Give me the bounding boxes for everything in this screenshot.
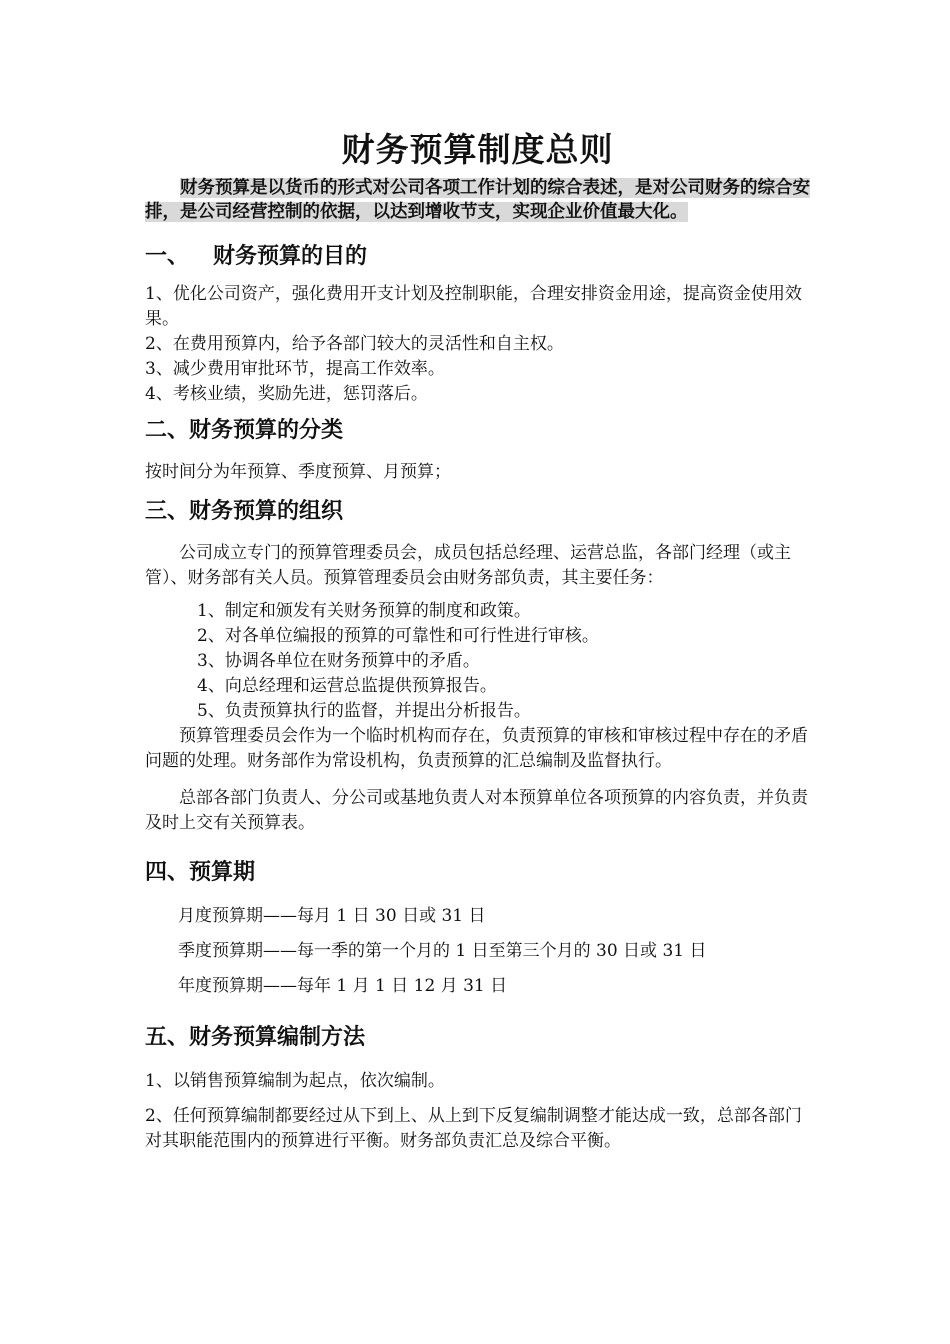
section-1-item-2: 2、在费用预算内，给予各部门较大的灵活性和自主权。 [145, 334, 564, 354]
section-3-task-2: 2、对各单位编报的预算的可靠性和可行性进行审核。 [197, 626, 599, 646]
section-3-paragraph-1: 预算管理委员会作为一个临时机构而存在，负责预算的审核和审核过程中存在的矛盾问题的处理。财务部作为常设机构，负责预算的汇总编制及监督执行。 [145, 726, 808, 771]
section-3-intro: 公司成立专门的预算管理委员会，成员包括总经理、运营总监，各部门经理（或主管）、财务部有关人员。预算管理委员会由财务部负责，其主要任务： [145, 543, 791, 588]
section-3-heading: 三、财务预算的组织 [145, 499, 344, 524]
intro-paragraph [145, 176, 810, 224]
document-body [145, 128, 810, 1154]
section-1-item-1: 1、优化公司资产，强化费用开支计划及控制职能，合理安排资金用途，提高资金使用效果。 [145, 284, 802, 329]
section-1-item-3: 3、减少费用审批环节，提高工作效率。 [145, 359, 445, 379]
section-1-number: 一、 [145, 244, 190, 269]
document-title: 财务预算制度总则 [341, 130, 614, 169]
section-5-item-2: 2、任何预算编制都要经过从下到上、从上到下反复编制调整才能达成一致，总部各部门对其职能范围内的预算进行平衡。财务部负责汇总及综合平衡。 [145, 1106, 802, 1151]
section-1-heading [145, 240, 810, 274]
section-5-item-1: 1、以销售预算编制为起点，依次编制。 [145, 1071, 445, 1091]
section-5-heading: 五、财务预算编制方法 [145, 1025, 366, 1050]
intro-highlight: 财务预算是以货币的形式对公司各项工作计划的综合表述，是对公司财务的综合安排，是公司经营控制的依据，以达到增收节支，实现企业价值最大化。 [145, 178, 810, 222]
section-3-task-5: 5、负责预算执行的监督，并提出分析报告。 [197, 701, 531, 721]
period-quarterly: 季度预算期——每一季的第一个月的 1 日至第三个月的 30 日或 31 日 [178, 941, 707, 961]
period-annual: 年度预算期——每年 1 月 1 日 12 月 31 日 [178, 976, 508, 996]
section-3-task-1: 1、制定和颁发有关财务预算的制度和政策。 [197, 601, 531, 621]
section-3-task-4: 4、向总经理和运营总监提供预算报告。 [197, 676, 497, 696]
section-1-title: 财务预算的目的 [213, 244, 368, 269]
section-2-heading: 二、财务预算的分类 [145, 418, 344, 443]
section-3-task-3: 3、协调各单位在财务预算中的矛盾。 [197, 651, 480, 671]
section-2-text: 按时间分为年预算、季度预算、月预算； [145, 462, 451, 482]
section-3-paragraph-2: 总部各部门负责人、分公司或基地负责人对本预算单位各项预算的内容负责，并负责及时上交有关预算表。 [145, 788, 808, 833]
section-4-heading: 四、预算期 [145, 860, 256, 885]
period-monthly: 月度预算期——每月 1 日 30 日或 31 日 [178, 906, 486, 926]
section-1-item-4: 4、考核业绩，奖励先进，惩罚落后。 [145, 384, 428, 404]
